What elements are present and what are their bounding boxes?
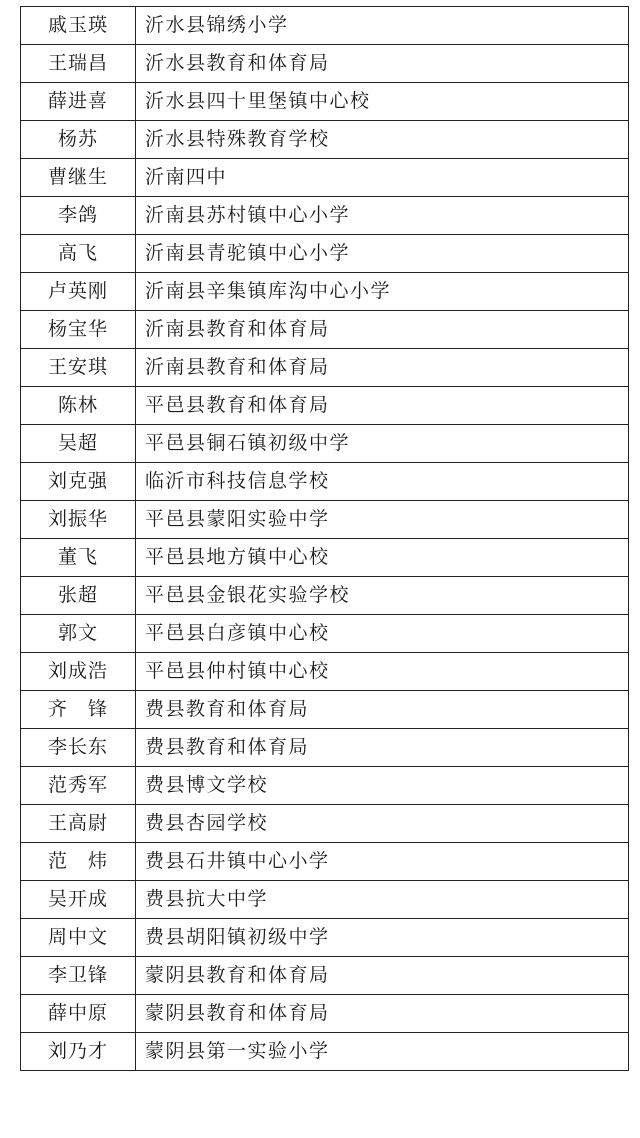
table-row xyxy=(21,615,629,653)
table-row xyxy=(21,767,629,805)
organization-cell: 平邑县铜石镇初级中学 xyxy=(136,425,629,463)
person-name-cell: 周中文 xyxy=(21,919,136,957)
table-row xyxy=(21,425,629,463)
person-name-cell: 刘成浩 xyxy=(21,653,136,691)
person-name-cell: 范 炜 xyxy=(21,843,136,881)
person-name-cell: 王高尉 xyxy=(21,805,136,843)
organization-cell: 费县教育和体育局 xyxy=(136,729,629,767)
table-row xyxy=(21,7,629,45)
person-name-cell: 高飞 xyxy=(21,235,136,273)
organization-cell: 费县胡阳镇初级中学 xyxy=(136,919,629,957)
table-row xyxy=(21,919,629,957)
organization-cell: 费县抗大中学 xyxy=(136,881,629,919)
organization-cell: 沂水县教育和体育局 xyxy=(136,45,629,83)
organization-cell: 平邑县金银花实验学校 xyxy=(136,577,629,615)
organization-cell: 平邑县蒙阳实验中学 xyxy=(136,501,629,539)
organization-cell: 沂南四中 xyxy=(136,159,629,197)
person-name-cell: 王安琪 xyxy=(21,349,136,387)
table-row xyxy=(21,957,629,995)
table-row xyxy=(21,539,629,577)
person-name-cell: 杨宝华 xyxy=(21,311,136,349)
table-row xyxy=(21,843,629,881)
organization-cell: 蒙阴县第一实验小学 xyxy=(136,1033,629,1071)
organization-cell: 临沂市科技信息学校 xyxy=(136,463,629,501)
person-name-cell: 吴开成 xyxy=(21,881,136,919)
organization-cell: 费县博文学校 xyxy=(136,767,629,805)
name-roster-table xyxy=(20,6,629,1071)
person-name-cell: 卢英刚 xyxy=(21,273,136,311)
person-name-cell: 齐 锋 xyxy=(21,691,136,729)
table-row xyxy=(21,235,629,273)
organization-cell: 沂南县辛集镇库沟中心小学 xyxy=(136,273,629,311)
organization-cell: 平邑县地方镇中心校 xyxy=(136,539,629,577)
person-name-cell: 刘克强 xyxy=(21,463,136,501)
person-name-cell: 刘乃才 xyxy=(21,1033,136,1071)
table-row xyxy=(21,881,629,919)
organization-cell: 平邑县白彦镇中心校 xyxy=(136,615,629,653)
person-name-cell: 王瑞昌 xyxy=(21,45,136,83)
table-row xyxy=(21,805,629,843)
person-name-cell: 杨苏 xyxy=(21,121,136,159)
table-row xyxy=(21,273,629,311)
person-name-cell: 戚玉瑛 xyxy=(21,7,136,45)
roster-body xyxy=(21,7,629,1071)
table-row xyxy=(21,501,629,539)
organization-cell: 沂南县教育和体育局 xyxy=(136,311,629,349)
table-row xyxy=(21,311,629,349)
table-row xyxy=(21,159,629,197)
organization-cell: 沂南县教育和体育局 xyxy=(136,349,629,387)
table-row xyxy=(21,729,629,767)
organization-cell: 沂南县青驼镇中心小学 xyxy=(136,235,629,273)
person-name-cell: 董飞 xyxy=(21,539,136,577)
organization-cell: 沂水县四十里堡镇中心校 xyxy=(136,83,629,121)
organization-cell: 沂水县锦绣小学 xyxy=(136,7,629,45)
person-name-cell: 曹继生 xyxy=(21,159,136,197)
table-row xyxy=(21,83,629,121)
organization-cell: 费县石井镇中心小学 xyxy=(136,843,629,881)
person-name-cell: 张超 xyxy=(21,577,136,615)
person-name-cell: 薛中原 xyxy=(21,995,136,1033)
table-row xyxy=(21,349,629,387)
person-name-cell: 薛进喜 xyxy=(21,83,136,121)
table-row xyxy=(21,995,629,1033)
person-name-cell: 范秀军 xyxy=(21,767,136,805)
table-row xyxy=(21,577,629,615)
organization-cell: 平邑县教育和体育局 xyxy=(136,387,629,425)
table-row xyxy=(21,45,629,83)
organization-cell: 蒙阴县教育和体育局 xyxy=(136,957,629,995)
table-row xyxy=(21,463,629,501)
table-row xyxy=(21,1033,629,1071)
person-name-cell: 李卫锋 xyxy=(21,957,136,995)
person-name-cell: 吴超 xyxy=(21,425,136,463)
organization-cell: 沂南县苏村镇中心小学 xyxy=(136,197,629,235)
person-name-cell: 李鸽 xyxy=(21,197,136,235)
organization-cell: 沂水县特殊教育学校 xyxy=(136,121,629,159)
organization-cell: 费县教育和体育局 xyxy=(136,691,629,729)
table-row xyxy=(21,197,629,235)
table-row xyxy=(21,653,629,691)
person-name-cell: 郭文 xyxy=(21,615,136,653)
table-row xyxy=(21,121,629,159)
table-row xyxy=(21,387,629,425)
person-name-cell: 刘振华 xyxy=(21,501,136,539)
table-row xyxy=(21,691,629,729)
organization-cell: 蒙阴县教育和体育局 xyxy=(136,995,629,1033)
organization-cell: 平邑县仲村镇中心校 xyxy=(136,653,629,691)
person-name-cell: 李长东 xyxy=(21,729,136,767)
person-name-cell: 陈林 xyxy=(21,387,136,425)
organization-cell: 费县杏园学校 xyxy=(136,805,629,843)
